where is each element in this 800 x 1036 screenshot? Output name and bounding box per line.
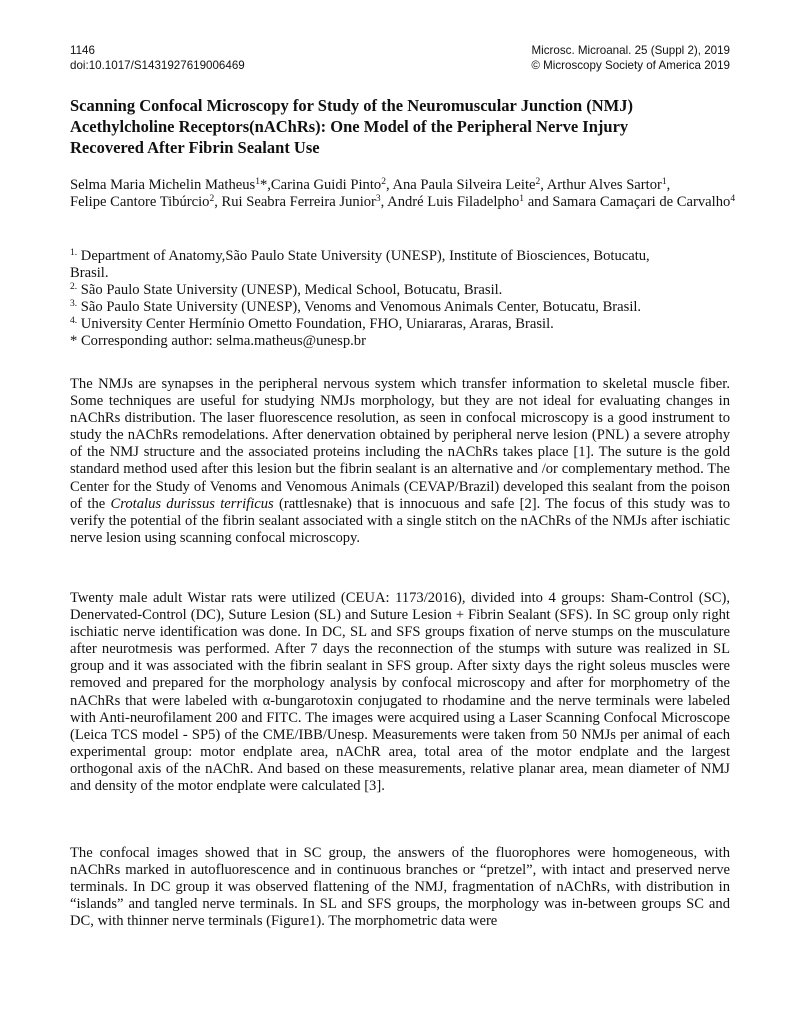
author-affiliation-sup: 3 [375, 194, 381, 205]
author-affiliation-sup: 1 [661, 177, 667, 187]
author-name: Rui Seabra Ferreira Junior [221, 194, 376, 211]
header-left [70, 43, 245, 73]
author-name: Samara Camaçari de Carvalho [552, 194, 731, 211]
author-affiliation-sup: 4 [730, 194, 736, 205]
journal-citation: Microsc. Microanal. 25 (Suppl 2), 2019 [531, 44, 730, 57]
author-name: Arthur Alves Sartor [546, 177, 662, 193]
body-paragraph-results: The confocal images showed that in SC group, the answers of the fluorophores were homogeneous, with nAChRs marked in autofluorescence and in continuous branches or “pretzel”, with intact and preserved nerve terminals. In DC group it was observed flattening of the NMJ, fragmentation of nAChRs, with distribution in “islands” and tangled nerve terminals. In SL and SFS groups, the morphology was in-between groups SC and DC, with thinner nerve terminals (Figure1). The morphometric data were [70, 845, 730, 930]
author-name: Carina Guidi Pinto [270, 177, 382, 193]
copyright: © Microscopy Society of America 2019 [531, 59, 730, 72]
author-affiliation-sup: 2 [535, 177, 541, 187]
affiliation-item: Brasil. [70, 265, 109, 282]
doi: doi:10.1017/S1431927619006469 [70, 59, 245, 72]
title-line: Acethylcholine Receptors(nAChRs): One Model of the Peripheral Nerve Injury [70, 117, 629, 136]
affiliation-item: $^{1.}$ Department of Anatomy,São Paulo State University (UNESP), Institute of Biosciences, Botucatu, [70, 248, 650, 264]
species-name: Crotalus durissus terrificus [110, 495, 274, 512]
corresponding-author: * Corresponding author: selma.matheus@unesp.br [70, 333, 366, 350]
paper-title [70, 95, 740, 158]
author-affiliation-sup: 1 [519, 194, 525, 205]
author-name: Ana Paula Silveira Leite [392, 177, 536, 193]
author-affiliation-sup: 1 [255, 177, 260, 187]
title-line: Recovered After Fibrin Sealant Use [70, 138, 320, 157]
affiliation-item: $^{2.}$ São Paulo State University (UNESP), Medical School, Botucatu, Brasil. [70, 282, 503, 299]
author-affiliation-sup: 2 [209, 194, 215, 205]
body-paragraph-intro: The NMJs are synapses in the peripheral nervous system which transfer information to skeletal muscle fiber. Some techniques are useful for studying NMJs morphology, but they are not ideal for evaluating changes in nAChRs distribution. The laser fluorescence resolution, as seen in confocal microscopy is a good instrument to study the nAChRs remodelations. After denervation obtained by peripheral nerve lesion (PNL) a severe atrophy of the NMJ structure and the associated proteins including the nAChRs takes place [1]. The suture is the gold standard method used after this lesion but the fibrin sealant is an alternative and /or complementary method. The Center for the Study of Venoms and Venomous Animals (CEVAP/Brazil) developed this sealant from the poison of the Crotalus durissus terrificus (rattlesnake) that is innocuous and safe [2]. The focus of this study was to verify the potential of the fibrin sealant associated with a single stitch on the nAChRs of the NMJs after ischiatic nerve lesion using scanning confocal microscopy. [70, 376, 730, 546]
affiliation-item: $^{4.}$ University Center Hermínio Ometto Foundation, FHO, Uniararas, Araras, Brasil. [70, 316, 554, 333]
author-name: André Luis Filadelpho [387, 194, 520, 211]
affiliation-item: $^{3.}$ São Paulo State University (UNESP), Venoms and Venomous Animals Center, Botucatu, Brasil. [70, 299, 642, 316]
body-paragraph-methods: Twenty male adult Wistar rats were utilized (CEUA: 1173/2016), divided into 4 groups: Sham-Control (SC), Denervated-Control (DC), Suture Lesion (SL) and Suture Lesion + Fibrin Sealant (SFS). In SC group only right ischiatic nerve identification was done. In DC, SL and SFS groups fixation of nerve stumps on the musculature after neurotmesis was performed. After 7 days the reconnection of the stumps with suture was realized in SL group and it was associated with the fibrin sealant in SFS group. After sixty days the right soleus muscles were removed and prepared for the morphology analysis by confocal microscopy and after for morphometry of the nAChRs that were labeled with α-bungarotoxin conjugated to rhodamine and the nerve terminals were labeled with Anti-neurofilament 200 and FITC. The images were acquired using a Laser Scanning Confocal Microscope (Leica TCS model - SP5) of the CME/IBB/Unesp. Measurements were taken from 50 NMJs per animal of each experimental group: motor endplate area, nAChR area, total area of the motor endplate and the largest orthogonal axis of the nAChR. And based on these measurements, relative planar area, mean diameter of NMJ and density of the motor endplate were calculated [3]. [70, 590, 730, 795]
title-line: Scanning Confocal Microscopy for Study of the Neuromuscular Junction (NMJ) [70, 96, 633, 115]
author-list: Selma Maria Michelin Matheus$^1$*,Carina Guidi Pinto$^2$, Ana Paula Silveira Leite$^2$, Arthur Alves Sartor$^1$, Felipe Cantore Tibúrcio$^2$, Rui Seabra Ferreira Junior$^3$, André Luis Filadelpho$^1$ and Samara Camaçari de Carvalho$^4$ [70, 177, 736, 211]
author-affiliation-sup: 2 [381, 177, 386, 187]
affiliations [70, 248, 740, 351]
page-number: 1146 [70, 44, 95, 57]
author-name: Selma Maria Michelin Matheus [70, 177, 256, 193]
header-right [531, 43, 730, 73]
author-name: Felipe Cantore Tibúrcio [70, 194, 210, 211]
